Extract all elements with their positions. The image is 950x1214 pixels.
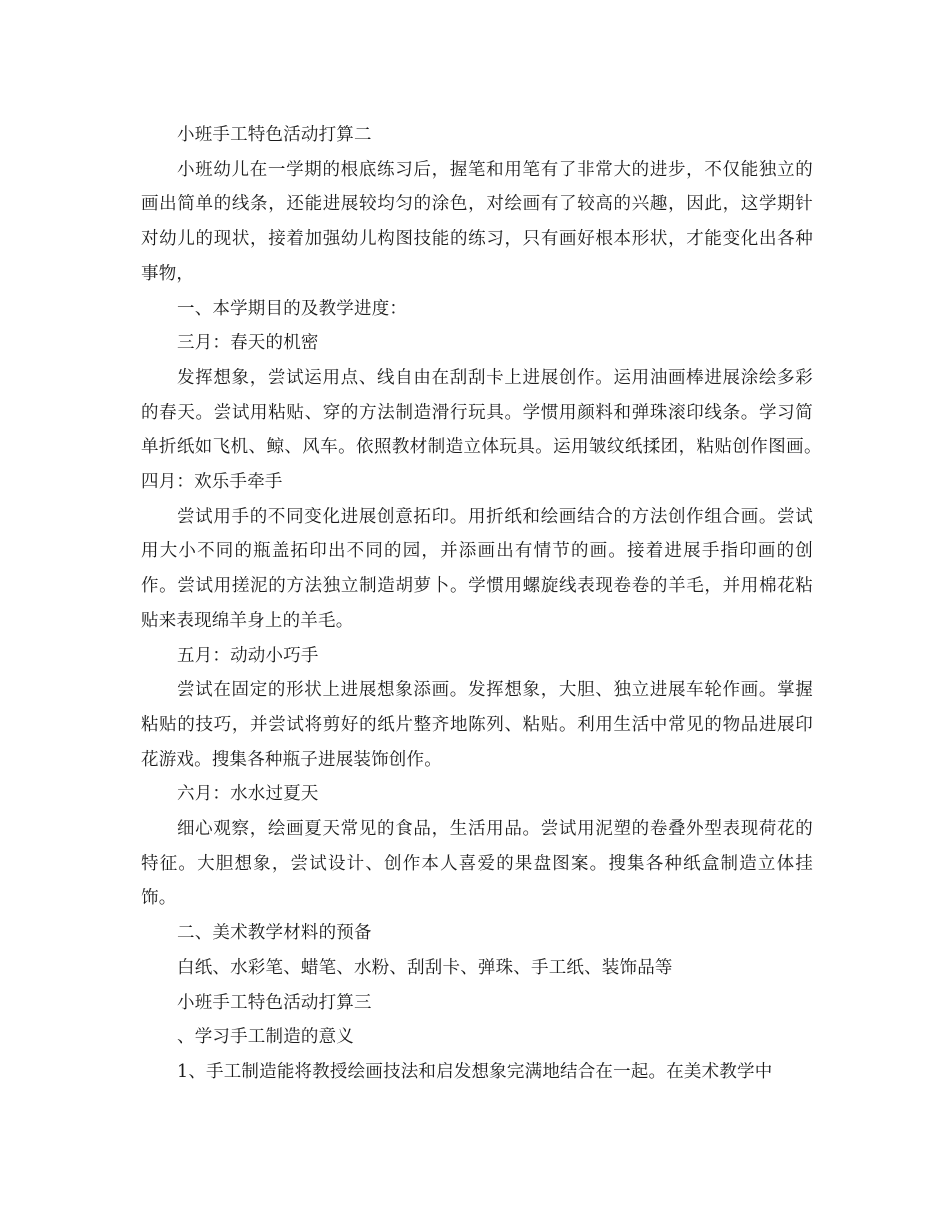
body-paragraph: 细心观察，绘画夏天常见的食品，生活用品。尝试用泥塑的卷叠外型表现荷花的特征。大胆想象，尝试设计、创作本人喜爱的果盘图案。搜集各种纸盒制造立体挂饰。: [141, 819, 813, 909]
month-heading: 三月：春天的机密: [177, 333, 319, 354]
month-heading: 五月：动动小巧手: [177, 645, 319, 666]
body-paragraph: 白纸、水彩笔、蜡笔、水粉、刮刮卡、弹珠、手工纸、装饰品等: [177, 957, 673, 978]
section-title: 小班手工特色活动打算二: [177, 125, 372, 145]
body-paragraph: 尝试在固定的形状上进展想象添画。发挥想象，大胆、独立进展车轮作画。掌握粘贴的技巧，并尝试将剪好的纸片整齐地陈列、粘贴。利用生活中常见的物品进展印花游戏。搜集各种瓶子进展装饰创作。: [141, 680, 813, 770]
section-heading: 二、美术教学材料的预备: [177, 923, 372, 944]
body-paragraph: 尝试用手的不同变化进展创意拓印。用折纸和绘画结合的方法创作组合画。尝试用大小不同的瓶盖拓印出不同的园，并添画出有情节的画。接着进展手指印画的创作。尝试用搓泥的方法独立制造胡萝卜。学惯用螺旋线表现卷卷的羊毛，并用棉花粘贴来表现绵羊身上的羊毛。: [141, 506, 813, 631]
body-paragraph: 小班幼儿在一学期的根底练习后，握笔和用笔有了非常大的进步，不仅能独立的画出简单的线条，还能进展较均匀的涂色，对绘画有了较高的兴趣，因此，这学期针对幼儿的现状，接着加强幼儿构图技能的练习，只有画好根本形状，才能变化出各种事物，: [141, 159, 813, 284]
body-paragraph: 1、手工制造能将教授绘画技法和启发想象完满地结合在一起。在美术教学中: [177, 1061, 773, 1082]
document-body: [141, 118, 831, 1090]
section-title: 小班手工特色活动打算三: [177, 992, 372, 1013]
section-heading: 、学习手工制造的意义: [177, 1027, 354, 1048]
body-paragraph: 发挥想象，尝试运用点、线自由在刮刮卡上进展创作。运用油画棒进展涂绘多彩的春天。尝试用粘贴、穿的方法制造滑行玩具。学惯用颜料和弹珠滚印线条。学习简单折纸如飞机、鲸、风车。依照教材制造立体玩具。运用皱纹纸揉团，粘贴创作图画。 四月：欢乐手牵手: [141, 367, 831, 493]
month-heading: 六月：水水过夏天: [177, 784, 319, 805]
section-heading: 一、本学期目的及教学进度：: [177, 298, 408, 319]
